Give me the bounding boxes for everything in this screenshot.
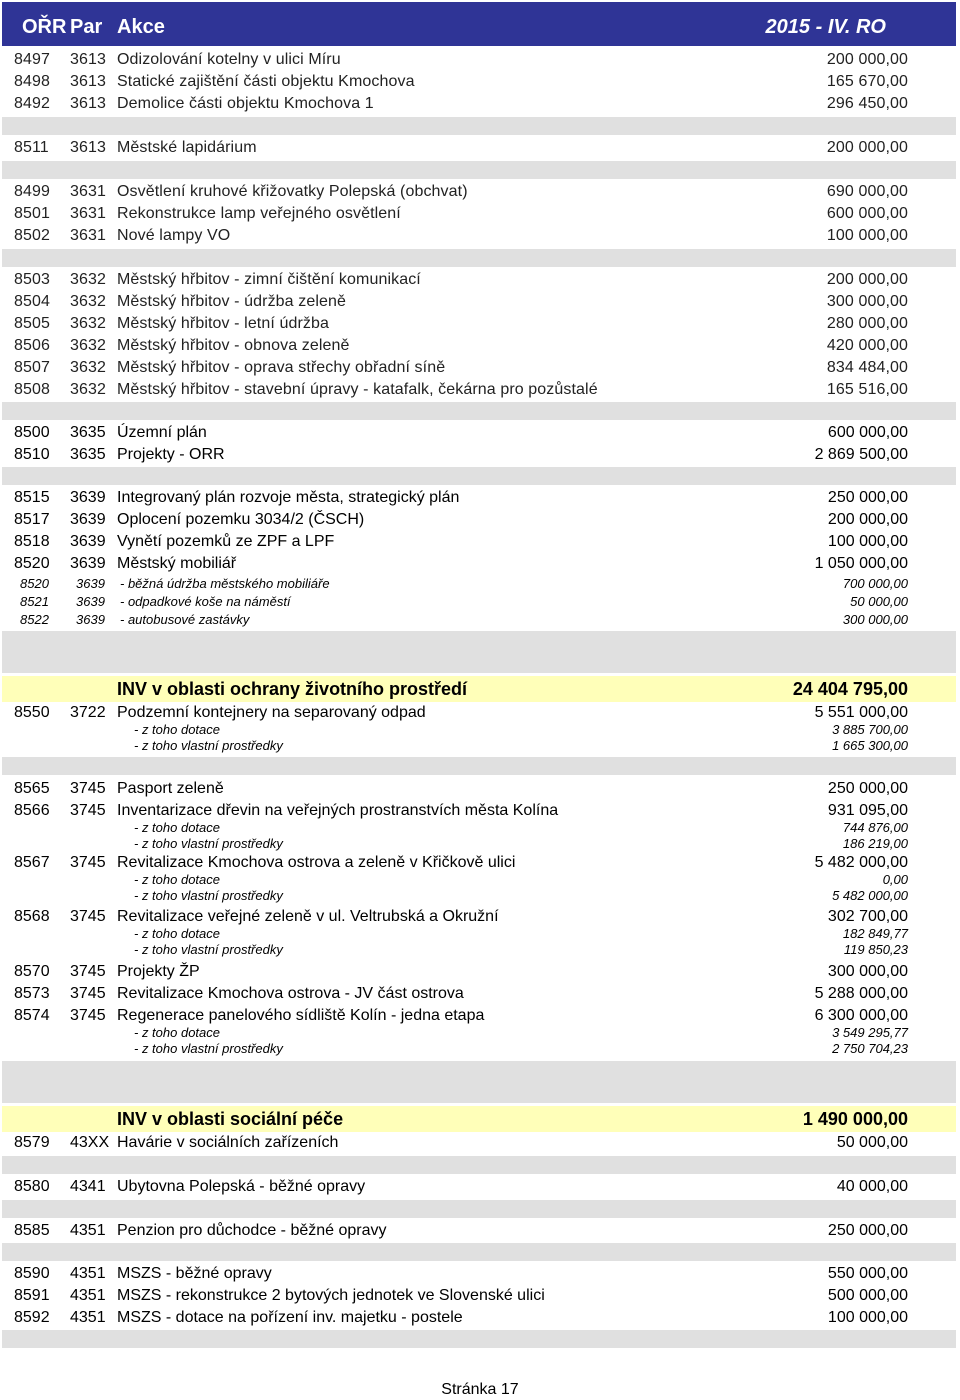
paragraph-code: 4351	[70, 1265, 106, 1282]
amount: 6 300 000,00	[814, 1007, 908, 1024]
action-name: - z toho vlastní prostředky	[134, 836, 283, 851]
action-name: Inventarizace dřevin na veřejných prostranstvích města Kolína	[117, 802, 559, 819]
header-par: Par	[70, 16, 103, 38]
amount: 2 750 704,23	[832, 1041, 908, 1056]
action-name: Ubytovna Polepská - běžné opravy	[117, 1178, 366, 1195]
orr-code: 8565	[14, 780, 50, 797]
table-row	[2, 702, 956, 724]
table-row	[2, 49, 956, 71]
amount: 50 000,00	[850, 594, 908, 609]
action-name: Městský hřbitov - obnova zeleně	[117, 337, 350, 354]
paragraph-code: 3745	[70, 780, 106, 797]
action-name: Revitalizace Kmochova ostrova - JV část ostrova	[117, 985, 464, 1002]
orr-code: 8520	[14, 555, 50, 572]
funding-row	[2, 738, 956, 754]
amount: 250 000,00	[827, 780, 908, 797]
orr-code: 8502	[14, 227, 50, 244]
orr-code: 8573	[14, 985, 50, 1002]
action-name: Rekonstrukce lamp veřejného osvětlení	[117, 205, 401, 222]
orr-code: 8567	[14, 854, 50, 871]
table-row	[2, 291, 956, 313]
table-row	[2, 1132, 956, 1154]
orr-code: 8517	[14, 511, 50, 528]
action-name: MSZS - běžné opravy	[117, 1265, 272, 1282]
amount: 250 000,00	[827, 489, 908, 506]
header-akce: Akce	[117, 16, 165, 38]
paragraph-code: 3613	[70, 51, 106, 68]
paragraph-code: 3631	[70, 227, 106, 244]
table-row	[2, 778, 956, 800]
table-row	[2, 487, 956, 509]
paragraph-code: 3639	[70, 533, 106, 550]
table-row	[2, 1005, 956, 1027]
table-row	[2, 1220, 956, 1242]
orr-code: 8522	[20, 612, 49, 627]
action-name: - autobusové zastávky	[120, 612, 250, 627]
action-name: Městský hřbitov - údržba zeleně	[117, 293, 346, 310]
paragraph-code: 3639	[76, 594, 105, 609]
table-row	[2, 313, 956, 335]
amount: 182 849,77	[842, 926, 908, 941]
orr-code: 8566	[14, 802, 50, 819]
paragraph-code: 4351	[70, 1309, 106, 1326]
action-name: - z toho vlastní prostředky	[134, 1041, 283, 1056]
orr-code: 8510	[14, 446, 50, 463]
amount: 690 000,00	[826, 183, 908, 200]
table-row	[2, 1176, 956, 1198]
paragraph-code: 3639	[76, 576, 105, 591]
action-name: INV v oblasti sociální péče	[117, 1109, 344, 1129]
amount: 834 484,00	[826, 359, 908, 376]
table-row	[2, 335, 956, 357]
orr-code: 8568	[14, 908, 50, 925]
paragraph-code: 3639	[70, 555, 106, 572]
amount: 5 482 000,00	[814, 854, 908, 871]
paragraph-code: 3639	[70, 489, 106, 506]
sub-item-row	[2, 611, 956, 629]
action-name: Revitalizace veřejné zeleně v ul. Veltrubská a Okružní	[117, 908, 499, 925]
table-row	[2, 852, 956, 874]
table-row	[2, 509, 956, 531]
paragraph-code: 3745	[70, 985, 106, 1002]
amount: 300 000,00	[842, 612, 908, 627]
table-row	[2, 1263, 956, 1285]
paragraph-code: 3613	[70, 95, 106, 112]
amount: 600 000,00	[827, 424, 908, 441]
sub-item-row	[2, 575, 956, 593]
amount: 5 482 000,00	[832, 888, 908, 903]
paragraph-code: 43XX	[70, 1134, 110, 1151]
action-name: - odpadkové koše na náměstí	[120, 594, 291, 609]
funding-row	[2, 926, 956, 942]
orr-code: 8492	[14, 95, 50, 112]
paragraph-code: 4351	[70, 1287, 106, 1304]
action-name: Městský hřbitov - letní údržba	[117, 315, 329, 332]
sub-item-row	[2, 593, 956, 611]
action-name: Revitalizace Kmochova ostrova a zeleně v Křičkově ulici	[117, 854, 516, 871]
amount: 24 404 795,00	[792, 679, 908, 699]
action-name: - z toho vlastní prostředky	[134, 942, 283, 957]
paragraph-code: 3745	[70, 1007, 106, 1024]
amount: 119 850,23	[843, 942, 908, 957]
funding-row	[2, 942, 956, 958]
orr-code: 8503	[14, 271, 50, 288]
orr-code: 8508	[14, 381, 50, 398]
action-name: - z toho dotace	[134, 722, 220, 737]
paragraph-code: 3632	[70, 381, 106, 398]
section-heading-row	[2, 676, 956, 702]
paragraph-code: 3632	[70, 293, 106, 310]
orr-code: 8591	[14, 1287, 50, 1304]
action-name: Penzion pro důchodce - běžné opravy	[117, 1222, 387, 1239]
action-name: Městský mobiliář	[117, 555, 237, 572]
funding-row	[2, 872, 956, 888]
orr-code: 8515	[14, 489, 50, 506]
amount: 300 000,00	[827, 963, 908, 980]
action-name: Městský hřbitov - stavební úpravy - katafalk, čekárna pro pozůstalé	[117, 381, 598, 398]
action-name: MSZS - dotace na pořízení inv. majetku - postele	[117, 1309, 463, 1326]
table-row	[2, 444, 956, 466]
orr-code: 8580	[14, 1178, 50, 1195]
action-name: Podzemní kontejnery na separovaný odpad	[117, 704, 426, 721]
orr-code: 8504	[14, 293, 50, 310]
orr-code: 8505	[14, 315, 50, 332]
amount: 165 516,00	[826, 381, 908, 398]
amount: 3 549 295,77	[832, 1025, 908, 1040]
orr-code: 8590	[14, 1265, 50, 1282]
amount: 700 000,00	[842, 576, 908, 591]
amount: 50 000,00	[836, 1134, 908, 1151]
orr-code: 8501	[14, 205, 50, 222]
paragraph-code: 3632	[70, 359, 106, 376]
action-name: - z toho vlastní prostředky	[134, 888, 283, 903]
orr-code: 8550	[14, 704, 50, 721]
paragraph-code: 3613	[70, 73, 106, 90]
amount: 2 869 500,00	[814, 446, 908, 463]
table-row	[2, 357, 956, 379]
action-name: - z toho dotace	[134, 820, 220, 835]
amount: 165 670,00	[826, 73, 908, 90]
table-row	[2, 983, 956, 1005]
paragraph-code: 3613	[70, 139, 106, 156]
funding-row	[2, 820, 956, 836]
funding-row	[2, 722, 956, 738]
amount: 200 000,00	[826, 271, 908, 288]
funding-row	[2, 836, 956, 852]
action-name: Městský hřbitov - oprava střechy obřadní síně	[117, 359, 446, 376]
amount: 250 000,00	[827, 1222, 908, 1239]
action-name: Osvětlení kruhové křižovatky Polepská (obchvat)	[117, 183, 468, 200]
page-number: Stránka 17	[441, 1381, 519, 1398]
table-row	[2, 531, 956, 553]
orr-code: 8498	[14, 73, 50, 90]
amount: 600 000,00	[826, 205, 908, 222]
paragraph-code: 3631	[70, 183, 106, 200]
section-heading-row	[2, 1106, 956, 1132]
action-name: Projekty - ORR	[117, 446, 225, 463]
paragraph-code: 3745	[70, 802, 106, 819]
orr-code: 8499	[14, 183, 50, 200]
action-name: Integrovaný plán rozvoje města, strategický plán	[117, 489, 460, 506]
amount: 40 000,00	[836, 1178, 908, 1195]
paragraph-code: 3632	[70, 337, 106, 354]
amount: 200 000,00	[826, 51, 908, 68]
orr-code: 8570	[14, 963, 50, 980]
amount: 200 000,00	[827, 511, 908, 528]
action-name: - běžná údržba městského mobiliáře	[120, 576, 330, 591]
amount: 100 000,00	[827, 533, 908, 550]
funding-row	[2, 1025, 956, 1041]
orr-code: 8497	[14, 51, 50, 68]
orr-code: 8585	[14, 1222, 50, 1239]
amount: 5 551 000,00	[814, 704, 908, 721]
action-name: Projekty ŽP	[117, 963, 200, 980]
funding-row	[2, 1041, 956, 1057]
amount: 500 000,00	[827, 1287, 908, 1304]
table-row	[2, 906, 956, 928]
amount: 186 219,00	[842, 836, 908, 851]
amount: 420 000,00	[826, 337, 908, 354]
table-row	[2, 181, 956, 203]
table-row	[2, 422, 956, 444]
amount: 0,00	[882, 872, 908, 887]
paragraph-code: 3635	[70, 424, 106, 441]
orr-code: 8579	[14, 1134, 50, 1151]
orr-code: 8521	[20, 594, 49, 609]
orr-code: 8520	[20, 576, 49, 591]
action-name: - z toho dotace	[134, 926, 220, 941]
paragraph-code: 3722	[70, 704, 106, 721]
paragraph-code: 3632	[70, 271, 106, 288]
amount: 5 288 000,00	[814, 985, 908, 1002]
paragraph-code: 3745	[70, 854, 106, 871]
action-name: Regenerace panelového sídliště Kolín - jedna etapa	[117, 1007, 485, 1024]
action-name: Územní plán	[117, 424, 207, 441]
header-ro: 2015 - IV. RO	[765, 16, 886, 38]
table-row	[2, 379, 956, 401]
amount: 1 490 000,00	[802, 1109, 908, 1129]
amount: 3 885 700,00	[832, 722, 908, 737]
table-row	[2, 269, 956, 291]
paragraph-code: 3635	[70, 446, 106, 463]
table-row	[2, 93, 956, 115]
action-name: MSZS - rekonstrukce 2 bytových jednotek ve Slovenské ulici	[117, 1287, 545, 1304]
amount: 200 000,00	[826, 139, 908, 156]
action-name: Demolice části objektu Kmochova 1	[117, 95, 374, 112]
action-name: Havárie v sociálních zařízeních	[117, 1134, 339, 1151]
table-row	[2, 961, 956, 983]
header-orr: OŘR	[22, 16, 67, 38]
paragraph-code: 3632	[70, 315, 106, 332]
amount: 744 876,00	[842, 820, 908, 835]
amount: 1 665 300,00	[832, 738, 908, 753]
action-name: Oplocení pozemku 3034/2 (ČSCH)	[117, 511, 365, 528]
action-name: Vynětí pozemků ze ZPF a LPF	[117, 533, 335, 550]
amount: 931 095,00	[827, 802, 908, 819]
amount: 300 000,00	[826, 293, 908, 310]
table-row	[2, 1285, 956, 1307]
amount: 302 700,00	[827, 908, 908, 925]
action-name: Odizolování kotelny v ulici Míru	[117, 51, 341, 68]
paragraph-code: 3639	[70, 511, 106, 528]
paragraph-code: 4341	[70, 1178, 106, 1195]
paragraph-code: 3745	[70, 963, 106, 980]
table-row	[2, 203, 956, 225]
action-name: Pasport zeleně	[117, 780, 224, 797]
paragraph-code: 3631	[70, 205, 106, 222]
action-name: Statické zajištění části objektu Kmochova	[117, 73, 415, 90]
orr-code: 8500	[14, 424, 50, 441]
action-name: - z toho dotace	[134, 872, 220, 887]
orr-code: 8574	[14, 1007, 50, 1024]
paragraph-code: 3745	[70, 908, 106, 925]
table-row	[2, 553, 956, 575]
orr-code: 8506	[14, 337, 50, 354]
table-row	[2, 137, 956, 159]
table-row	[2, 225, 956, 247]
paragraph-code: 4351	[70, 1222, 106, 1239]
action-name: Městské lapidárium	[117, 139, 257, 156]
action-name: Nové lampy VO	[117, 227, 231, 244]
amount: 100 000,00	[826, 227, 908, 244]
orr-code: 8507	[14, 359, 50, 376]
amount: 100 000,00	[827, 1309, 908, 1326]
orr-code: 8511	[14, 139, 49, 156]
action-name: - z toho dotace	[134, 1025, 220, 1040]
funding-row	[2, 888, 956, 904]
amount: 280 000,00	[826, 315, 908, 332]
table-row	[2, 1307, 956, 1329]
orr-code: 8592	[14, 1309, 50, 1326]
table-row	[2, 800, 956, 822]
amount: 296 450,00	[826, 95, 908, 112]
table-row	[2, 71, 956, 93]
action-name: - z toho vlastní prostředky	[134, 738, 283, 753]
amount: 1 050 000,00	[814, 555, 908, 572]
amount: 550 000,00	[827, 1265, 908, 1282]
orr-code: 8518	[14, 533, 50, 550]
paragraph-code: 3639	[76, 612, 105, 627]
action-name: Městský hřbitov - zimní čištění komunikací	[117, 271, 421, 288]
action-name: INV v oblasti ochrany životního prostředí	[117, 679, 468, 699]
